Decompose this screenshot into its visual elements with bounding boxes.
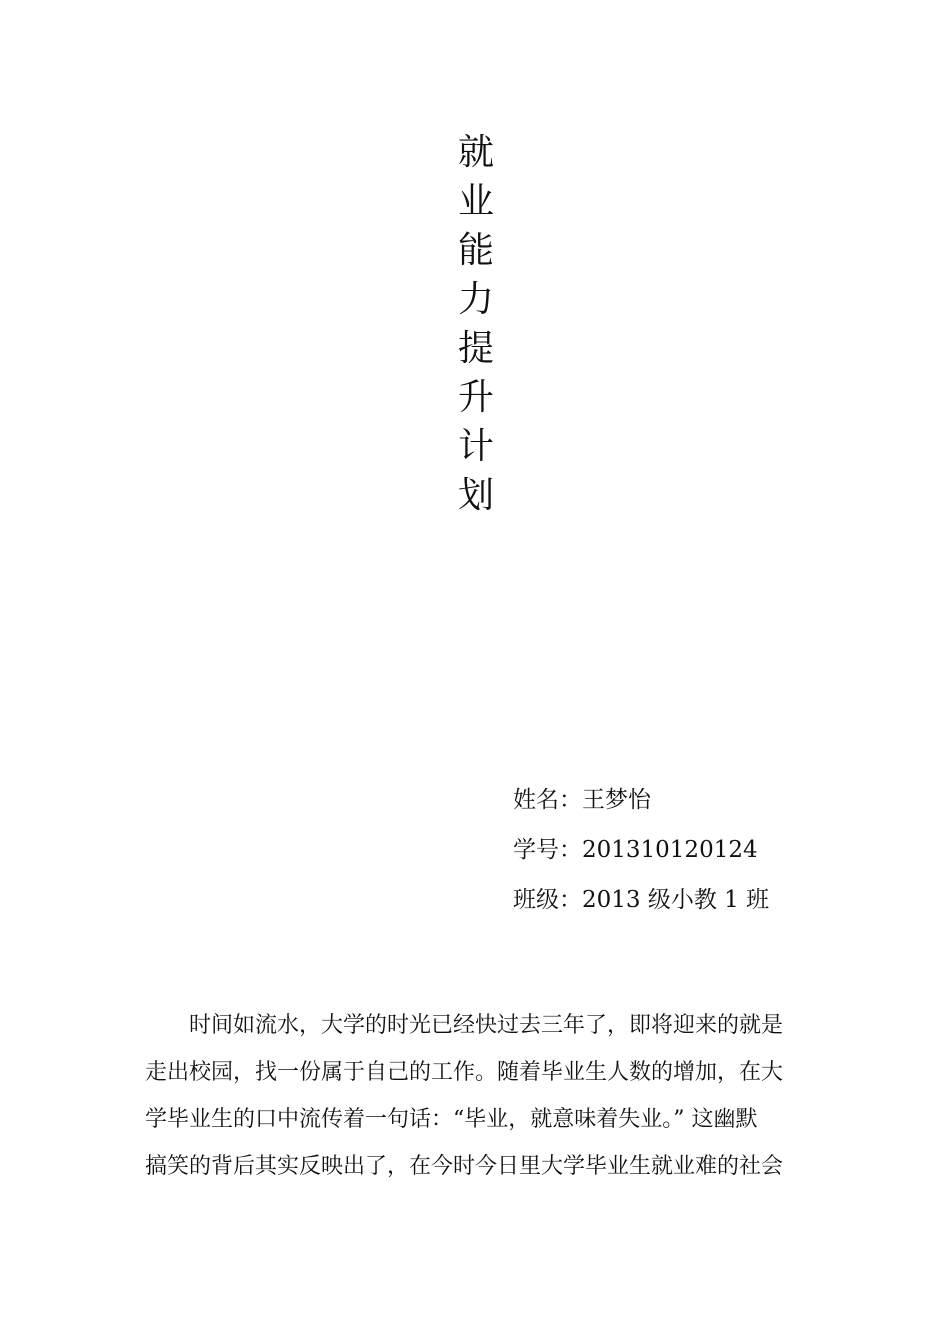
title-char: 划 xyxy=(457,475,494,516)
title-char: 力 xyxy=(457,279,494,320)
student-id: 学号：201310120124 xyxy=(513,837,758,863)
title-char: 计 xyxy=(457,426,494,467)
title-char: 就 xyxy=(457,132,494,173)
document-title xyxy=(454,128,498,520)
student-class: 班级：2013 级小教 1 班 xyxy=(513,887,770,913)
student-name: 姓名：王梦怡 xyxy=(513,787,651,813)
body-paragraph xyxy=(145,1002,807,1190)
title-char: 能 xyxy=(457,230,494,271)
title-char: 升 xyxy=(457,377,494,418)
body-line: 时间如流水，大学的时光已经快过去三年了，即将迎来的就是 xyxy=(189,1013,784,1038)
title-char: 业 xyxy=(457,181,494,222)
body-line: 学毕业生的口中流传着一句话：“毕业，就意味着失业。” 这幽默 xyxy=(145,1107,758,1132)
body-line: 走出校园，找一份属于自己的工作。随着毕业生人数的增加，在大 xyxy=(145,1060,784,1085)
body-line: 搞笑的背后其实反映出了，在今时今日里大学毕业生就业难的社会 xyxy=(145,1154,784,1179)
student-info xyxy=(513,780,769,930)
title-char: 提 xyxy=(457,328,494,369)
